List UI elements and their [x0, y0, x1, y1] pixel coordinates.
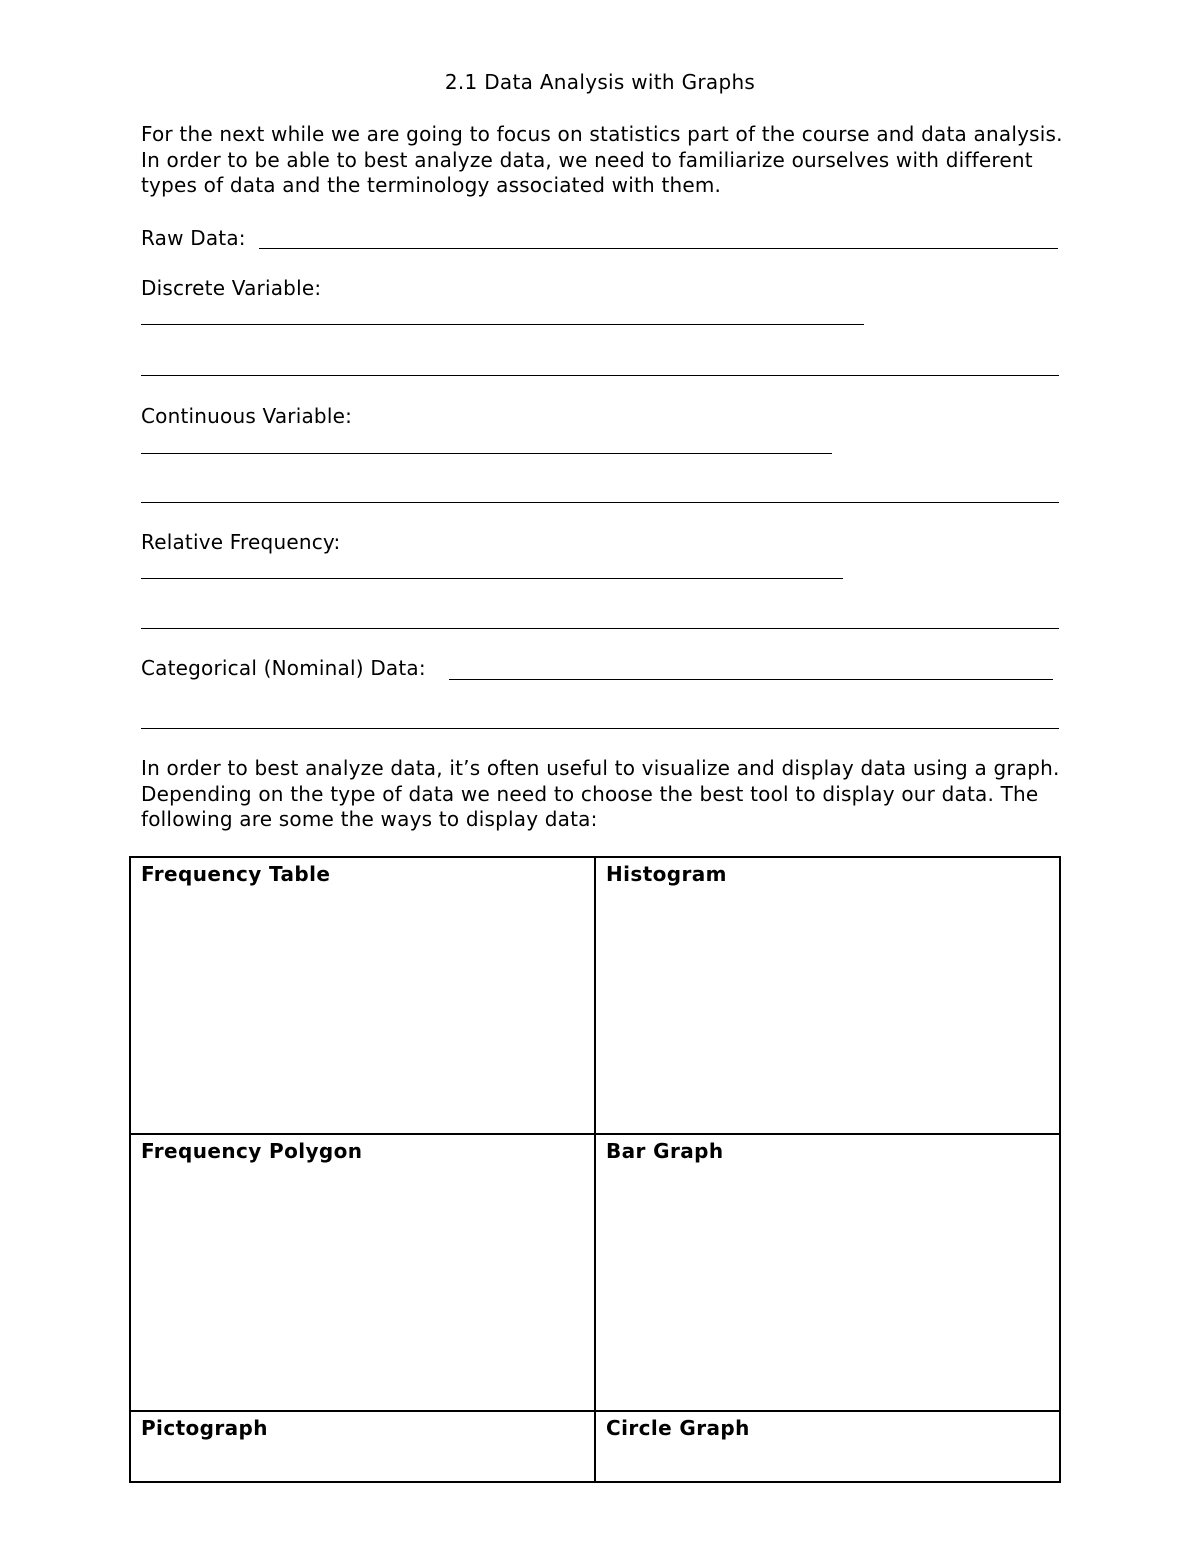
- pictograph-heading: Pictograph: [141, 1416, 268, 1440]
- bar-graph-heading: Bar Graph: [606, 1139, 724, 1163]
- histogram-heading: Histogram: [606, 862, 727, 886]
- pictograph-cell[interactable]: [131, 1412, 596, 1481]
- continuous-variable-answer-line-2[interactable]: [141, 502, 1059, 503]
- circle-graph-cell[interactable]: [596, 1412, 1061, 1481]
- frequency-table-heading: Frequency Table: [141, 862, 331, 886]
- continuous-variable-label: Continuous Variable:: [141, 404, 353, 428]
- discrete-variable-answer-line-2[interactable]: [141, 375, 1059, 376]
- categorical-data-answer-line-2[interactable]: [141, 728, 1059, 729]
- discrete-variable-answer-line-1[interactable]: [141, 324, 864, 325]
- bar-graph-cell[interactable]: [596, 1135, 1061, 1412]
- discrete-variable-label: Discrete Variable:: [141, 276, 322, 300]
- relative-frequency-label: Relative Frequency:: [141, 530, 341, 554]
- frequency-polygon-cell[interactable]: [131, 1135, 596, 1412]
- categorical-data-label: Categorical (Nominal) Data:: [141, 656, 426, 680]
- categorical-data-answer-line-1[interactable]: [449, 679, 1053, 680]
- graph-types-table: [129, 856, 1061, 1483]
- histogram-cell[interactable]: [596, 858, 1061, 1135]
- frequency-table-cell[interactable]: [131, 858, 596, 1135]
- circle-graph-heading: Circle Graph: [606, 1416, 750, 1440]
- raw-data-answer-line[interactable]: [259, 248, 1058, 249]
- raw-data-label: Raw Data:: [141, 226, 246, 250]
- intro-paragraph: For the next while we are going to focus on statistics part of the course and data analysis. In order to be able to best analyze data, we need to familiarize ourselves with different types of data and the terminology associated with them.: [141, 122, 1063, 197]
- display-paragraph: In order to best analyze data, it’s often useful to visualize and display data using a graph. Depending on the type of data we need to choose the best tool to display our data. The following are some the ways to display data:: [141, 756, 1060, 831]
- relative-frequency-answer-line-1[interactable]: [141, 578, 843, 579]
- relative-frequency-answer-line-2[interactable]: [141, 628, 1059, 629]
- worksheet-title: 2.1 Data Analysis with Graphs: [444, 70, 756, 94]
- continuous-variable-answer-line-1[interactable]: [141, 453, 832, 454]
- frequency-polygon-heading: Frequency Polygon: [141, 1139, 363, 1163]
